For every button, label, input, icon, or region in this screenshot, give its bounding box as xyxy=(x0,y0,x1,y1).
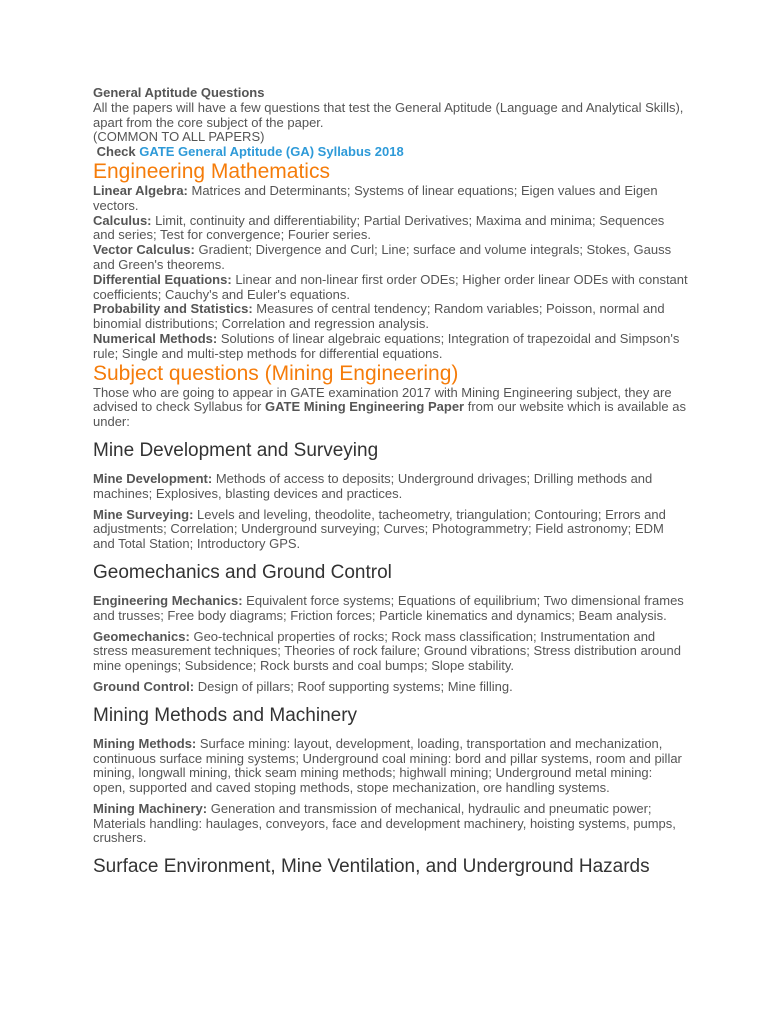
intro-check xyxy=(93,145,688,160)
ga-syllabus-link[interactable]: GATE General Aptitude (GA) Syllabus 2018 xyxy=(139,144,404,160)
em-item: Numerical Methods: Solutions of linear algebraic equations; Integration of trapezoidal and Simpson's rule; Single and multi-step methods for differential equations. xyxy=(93,330,680,361)
subject-text: Those who are going to appear in GATE examination 2017 with Mining Engineering subject, they are advised to check Syllabus for GATE Mining Engineering Paper from our website which is available as under: xyxy=(93,384,686,430)
intro-common: (COMMON TO ALL PAPERS) xyxy=(93,129,265,145)
document-content xyxy=(93,86,688,878)
section-item: Geomechanics: Geo-technical properties of rocks; Rock mass classification; Instrumentation and stress measurement techniques; Theories of rock failure; Ground vibrations; Stress distribution around mine openings; Subsidence; Rock bursts and coal bumps; Slope stability. xyxy=(93,628,681,674)
section-heading-geomechanics: Geomechanics and Ground Control xyxy=(93,561,392,583)
section-item: Ground Control: Design of pillars; Roof supporting systems; Mine filling. xyxy=(93,678,513,694)
em-item: Differential Equations: Linear and non-linear first order ODEs; Higher order linear ODEs with constant coefficients; Cauchy's and Euler's equations. xyxy=(93,271,688,302)
em-item: Probability and Statistics: Measures of central tendency; Random variables; Poisson, normal and binomial distributions; Correlation and regression analysis. xyxy=(93,301,665,332)
section-heading-mining-methods: Mining Methods and Machinery xyxy=(93,704,358,726)
mining-paper-bold: GATE Mining Engineering Paper xyxy=(265,399,465,415)
intro-heading: General Aptitude Questions xyxy=(93,85,265,100)
em-item: Vector Calculus: Gradient; Divergence and Curl; Line; surface and volume integrals; Stokes, Gauss and Green's theorems. xyxy=(93,242,672,272)
section-heading-surface-environment: Surface Environment, Mine Ventilation, and Underground Hazards xyxy=(93,856,650,878)
em-item: Linear Algebra: Matrices and Determinants; Systems of linear equations; Eigen values and Eigen vectors. xyxy=(93,182,658,213)
section-item: Mine Development: Methods of access to deposits; Underground drivages; Drilling methods and machines; Explosives, blasting devices and practices. xyxy=(93,470,653,501)
em-item: Calculus: Limit, continuity and differentiability; Partial Derivatives; Maxima and minima; Sequences and series; Test for convergence; Fourier series. xyxy=(93,212,665,243)
subject-heading: Subject questions (Mining Engineering) xyxy=(93,361,459,385)
section-heading-mine-development: Mine Development and Surveying xyxy=(93,439,379,461)
section-item: Mining Machinery: Generation and transmission of mechanical, hydraulic and pneumatic power; Materials handling: haulages, conveyors, face and development machinery, hoisting systems, pumps, crushers. xyxy=(93,800,676,846)
section-item: Mining Methods: Surface mining: layout, development, loading, transportation and mechanization, continuous surface mining systems; Underground coal mining: bord and pillar systems, room and pillar mining, longwall mining, thick seam mining methods; highwall mining; Underground metal mining: open, supported and caved stoping methods, stope mechanization, ore handling systems. xyxy=(93,735,682,796)
engineering-math-heading: Engineering Mathematics xyxy=(93,159,330,183)
section-item: Engineering Mechanics: Equivalent force systems; Equations of equilibrium; Two dimensional frames and trusses; Free body diagrams; Friction forces; Particle kinematics and dynamics; Beam analysis. xyxy=(93,592,684,623)
section-item: Mine Surveying: Levels and leveling, theodolite, tacheometry, triangulation; Contouring; Errors and adjustments; Correlation; Underground surveying; Curves; Photogrammetry; Field astronomy; EDM and Total Station; Introductory GPS. xyxy=(93,506,666,552)
check-prefix: Check xyxy=(96,144,136,160)
intro-text: All the papers will have a few questions that test the General Aptitude (Language and Analytical Skills), apart from the core subject of the paper. xyxy=(93,99,684,130)
